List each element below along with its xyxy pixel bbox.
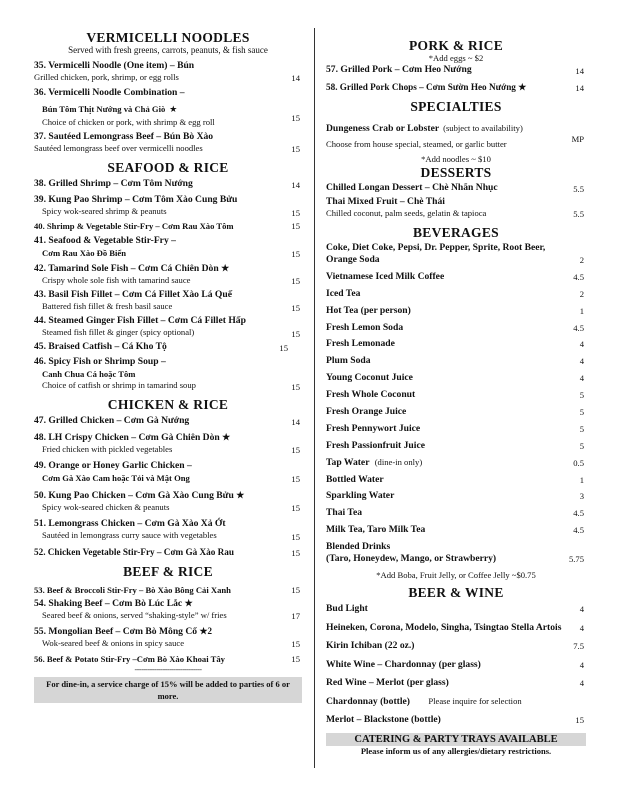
price: 4.5 (573, 525, 584, 536)
menu-item-36: 36. Vermicelli Noodle Combination – Bún Tôm Thịt Nướng và Chả Giò ★ Choice of chicken or pork, with shrimp & egg roll 15 (34, 87, 300, 127)
allergy-note: Please inform us of any allergies/dietary restrictions. (360, 745, 552, 756)
price: 15 (291, 303, 300, 313)
menu-item-48: 48. LH Crispy Chicken – Cơm Gà Chiên Dòn ★ Fried chicken with pickled vegetables 15 (34, 432, 300, 455)
price: 15 (279, 343, 288, 353)
price: 3 (579, 491, 584, 502)
price: 4 (579, 604, 584, 615)
list-item: Thai Tea 4.5 (326, 507, 584, 519)
right-column (326, 30, 586, 757)
price: 15 (291, 585, 300, 595)
price: 5.5 (573, 209, 584, 219)
menu-item-45: 45. Braised Catfish – Cá Kho Tộ 15 (34, 341, 288, 353)
desserts-title: DESSERTS (420, 165, 492, 180)
house-special-star-icon: ★ (518, 82, 527, 92)
price: 15 (291, 382, 300, 392)
house-special-star-icon: ★ (184, 598, 193, 608)
menu-item-52: 52. Chicken Vegetable Stir-Fry – Cơm Gà Xào Rau 15 (34, 547, 300, 558)
price: 14 (575, 83, 584, 93)
list-item: Heineken, Corona, Modelo, Singha, Tsingtao Stella Artois 4 (326, 621, 584, 633)
seafood-title: SEAFOOD & RICE (107, 160, 229, 175)
price: 15 (291, 548, 300, 558)
price: 5.75 (568, 554, 584, 565)
price: 15 (291, 113, 300, 123)
menu-item-44: 44. Steamed Ginger Fish Fillet – Cơm Cá Fillet Hấp Steamed fish fillet & ginger (spicy optional) 15 (34, 315, 300, 339)
pork-title: PORK & RICE (408, 38, 504, 53)
house-special-star-icon: ★ (222, 432, 231, 442)
beverages-note: *Add Boba, Fruit Jelly, or Coffee Jelly ~$0.75 (376, 570, 536, 581)
price: 15 (291, 503, 300, 513)
list-item: Fresh Lemon Soda 4.5 (326, 321, 584, 333)
menu-item-thai-fruit: Thai Mixed Fruit – Chè Thái Chilled coconut, palm seeds, gelatin & tapioca 5.5 (326, 196, 584, 219)
specialties-note: *Add noodles ~ $10 (421, 154, 491, 164)
menu-item-43: 43. Basil Fish Fillet – Cơm Cá Fillet Xào Lá Quế Battered fish fillet & fresh basil sauce 15 (34, 289, 300, 313)
list-item: Plum Soda 4 (326, 355, 584, 367)
list-item: Young Coconut Juice 4 (326, 372, 584, 384)
specialties-title: SPECIALTIES (410, 99, 502, 114)
price: 4 (579, 659, 584, 670)
price: 15 (291, 532, 300, 542)
list-item: Fresh Passionfruit Juice 5 (326, 439, 584, 451)
price: 15 (291, 329, 300, 339)
price: 5.5 (573, 184, 584, 194)
list-item: Fresh Whole Coconut 5 (326, 389, 584, 401)
price: 5 (579, 407, 584, 418)
beverage-list (326, 242, 586, 565)
list-item: Vietnamese Iced Milk Coffee 4.5 (326, 270, 584, 282)
price: 15 (291, 474, 300, 484)
price: 0.5 (573, 457, 584, 468)
price: 15 (291, 249, 300, 259)
menu-item-37: 37. Sautéed Lemongrass Beef – Bún Bò Xào Sautéed lemongrass beef over vermicelli noodles 15 (34, 131, 300, 154)
menu-item-55: 55. Mongolian Beef – Cơm Bò Mông Cổ ★2 Wok-seared beef & onions in spicy sauce 15 (34, 626, 300, 649)
dashed-separator: ------------------------------- (134, 665, 202, 674)
price: 14 (291, 180, 300, 190)
list-item: Fresh Orange Juice 5 (326, 406, 584, 418)
menu-item-42: 42. Tamarind Sole Fish – Cơm Cá Chiên Dòn ★ Crispy whole sole fish with tamarind sauce 15 (34, 263, 300, 286)
price: 1 (579, 305, 584, 316)
price: MP (571, 134, 584, 144)
price: 4 (579, 339, 584, 350)
menu-item-51: 51. Lemongrass Chicken – Cơm Gà Xào Xả Ớt Sautéed in lemongrass curry sauce with vegetables 15 (34, 518, 300, 542)
menu-item-57: 57. Grilled Pork – Cơm Heo Nướng 14 (326, 64, 584, 76)
list-item: Blended Drinks (Taro, Honeydew, Mango, or Strawberry) 5.75 (326, 541, 584, 565)
menu-item-50: 50. Kung Pao Chicken – Cơm Gà Xào Cung Bửu ★ Spicy wok-seared chicken & peanuts 15 (34, 490, 300, 513)
beverages-title: BEVERAGES (413, 225, 499, 240)
price: 1 (579, 474, 584, 485)
vermicelli-subtitle: Served with fresh greens, carrots, peanuts, & fish sauce (68, 45, 268, 55)
list-item: Sparkling Water 3 (326, 490, 584, 502)
price: 15 (575, 715, 584, 726)
price: 5 (579, 390, 584, 401)
menu-item-49: 49. Orange or Honey Garlic Chicken – Cơm Gà Xào Cam hoặc Tỏi và Mật Ong 15 (34, 460, 300, 484)
price: 15 (291, 144, 300, 154)
service-charge-note: For dine-in, a service charge of 15% will be added to parties of 6 or more. (34, 677, 302, 703)
menu-item-longan: Chilled Longan Dessert – Chè Nhãn Nhục 5.5 (326, 182, 584, 194)
left-column (34, 30, 302, 703)
price: 15 (291, 221, 300, 231)
price: 15 (291, 445, 300, 455)
menu-item-46: 46. Spicy Fish or Shrimp Soup – Canh Chua Cá hoặc Tôm Choice of catfish or shrimp in tamarind soup 15 (34, 356, 300, 392)
menu-item-54: 54. Shaking Beef – Cơm Bò Lúc Lắc ★ Seared beef & onions, served “shaking-style” w/ fries 17 (34, 598, 300, 621)
price: 15 (291, 639, 300, 649)
price: 14 (291, 73, 300, 83)
list-item: Coke, Diet Coke, Pepsi, Dr. Pepper, Sprite, Root Beer, Orange Soda 2 (326, 242, 584, 265)
menu-item-58: 58. Grilled Pork Chops – Cơm Sườn Heo Nướng ★ 14 (326, 82, 584, 93)
price: 15 (291, 276, 300, 286)
price: 4.5 (573, 271, 584, 282)
price: 4 (579, 356, 584, 367)
menu-item-40: 40. Shrimp & Vegetable Stir-Fry – Cơm Rau Xào Tôm 15 (34, 221, 300, 231)
menu-item-39: 39. Kung Pao Shrimp – Cơm Tôm Xào Cung Bửu Spicy wok-seared shrimp & peanuts 15 (34, 194, 300, 218)
house-special-star-icon: ★ (169, 104, 178, 114)
vermicelli-title: VERMICELLI NOODLES (86, 30, 250, 45)
pork-note: *Add eggs ~ $2 (428, 53, 484, 63)
beer-wine-title: BEER & WINE (408, 585, 504, 601)
list-item: Iced Tea 2 (326, 287, 584, 299)
list-item: Merlot – Blackstone (bottle) 15 (326, 714, 584, 726)
menu-item-crab-lobster: Dungeness Crab or Lobster (subject to availability) Choose from house special, steamed, or garlic butter MP (326, 123, 584, 149)
price: 15 (291, 208, 300, 218)
chicken-title: CHICKEN & RICE (107, 397, 229, 412)
price: 4 (579, 622, 584, 633)
menu-item-41: 41. Seafood & Vegetable Stir-Fry – Cơm Rau Xào Đồ Biển 15 (34, 235, 300, 259)
price: 5 (579, 423, 584, 434)
list-item: White Wine – Chardonnay (per glass) 4 (326, 658, 584, 670)
price: 7.5 (573, 641, 584, 652)
beef-title: BEEF & RICE (123, 564, 213, 579)
list-item: Chardonnay (bottle) Please inquire for selection (326, 695, 522, 707)
list-item: Fresh Lemonade 4 (326, 338, 584, 350)
list-item: Tap Water (dine-in only) 0.5 (326, 456, 584, 468)
price: 14 (575, 66, 584, 76)
price: 5 (579, 440, 584, 451)
list-item: Bottled Water 1 (326, 473, 584, 485)
list-item: Red Wine – Merlot (per glass) 4 (326, 677, 584, 689)
beer-wine-list (326, 603, 586, 726)
list-item: Kirin Ichiban (22 oz.) 7.5 (326, 640, 584, 652)
house-special-star-icon: ★2 (199, 626, 213, 636)
menu-item-47: 47. Grilled Chicken – Cơm Gà Nướng 14 (34, 415, 300, 427)
price: 4.5 (573, 322, 584, 333)
house-special-star-icon: ★ (236, 490, 245, 500)
price: 2 (579, 255, 584, 265)
price: 4 (579, 373, 584, 384)
column-divider (314, 28, 315, 768)
menu-item-56: 56. Beef & Potato Stir-Fry –Cơm Bò Xào Khoai Tây 15 (34, 654, 300, 664)
price: 15 (291, 654, 300, 664)
house-special-star-icon: ★ (221, 263, 230, 273)
menu-item-38: 38. Grilled Shrimp – Cơm Tôm Nướng 14 (34, 178, 300, 190)
price: 17 (291, 611, 300, 621)
menu-item-53: 53. Beef & Broccoli Stir-Fry – Bò Xào Bông Cải Xanh 15 (34, 585, 300, 595)
price: 2 (579, 288, 584, 299)
list-item: Bud Light 4 (326, 603, 584, 615)
catering-banner: CATERING & PARTY TRAYS AVAILABLE (326, 733, 586, 746)
list-item: Fresh Pennywort Juice 5 (326, 422, 584, 434)
price: 4.5 (573, 508, 584, 519)
list-item: Hot Tea (per person) 1 (326, 304, 584, 316)
menu-item-35: 35. Vermicelli Noodle (One item) – Bún Grilled chicken, pork, shrimp, or egg rolls 14 (34, 60, 300, 83)
list-item: Milk Tea, Taro Milk Tea 4.5 (326, 524, 584, 536)
price: 14 (291, 417, 300, 427)
price: 4 (579, 678, 584, 689)
